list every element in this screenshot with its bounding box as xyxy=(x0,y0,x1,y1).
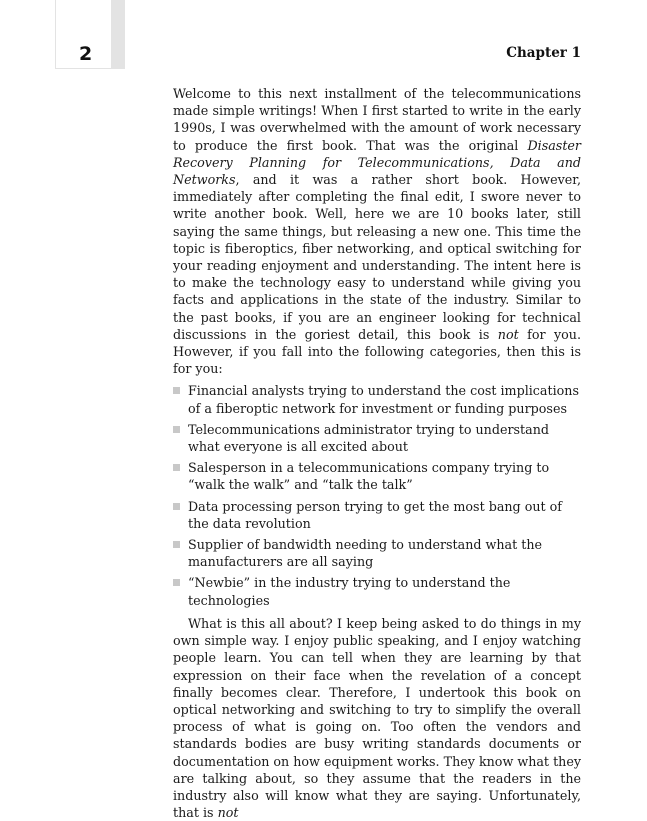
list-item-text: Financial analysts trying to understand the cost implications of a fiberoptic network for investment or funding purposes xyxy=(188,383,579,416)
list-item xyxy=(173,421,581,455)
list-item-text: Telecommunications administrator trying to understand what everyone is all excited about xyxy=(188,421,550,455)
bullet-square-icon xyxy=(173,579,180,586)
paragraph-1-text-a: Welcome to this next installment of the telecommunications made simple writings! When I first started to write in the early 1990s, I was overwhelmed with the amount of work necessary to produce the first book. That was the original xyxy=(173,86,581,153)
paragraph-2 xyxy=(173,615,581,821)
list-item-text: Supplier of bandwidth needing to understand what the manufacturers are all saying xyxy=(188,537,543,570)
emphasis-not: not xyxy=(497,326,519,342)
tab-divider xyxy=(56,68,111,69)
list-item-text: Salesperson in a telecommunications company trying to “walk the walk” and “talk the talk” xyxy=(188,460,550,493)
paragraph-2-text: What is this all about? I keep being asked to do things in my own simple way. I enjoy public speaking, and I enjoy watching people learn. You can tell when they are learning by that expression on their face when the revelation of a concept finally becomes clear. Therefore, I undertook this book on optical networking and switching to try to simplify the overall process of what is going on. Too often the vendors and standards bodies are busy writing standards documents or documentation on how equipment works. They know what they are talking about, so they assume that the readers in the industry also will know what they are saying. Unfortunately, that is xyxy=(173,615,582,821)
page-number: 2 xyxy=(79,43,93,65)
list-item-text: Data processing person trying to get the most bang out of the data revolution xyxy=(188,498,562,531)
tab-grey-strip xyxy=(111,0,125,69)
paragraph-1 xyxy=(173,85,581,377)
bullet-square-icon xyxy=(173,426,180,433)
list-item xyxy=(173,382,581,416)
paragraph-1-text-c: for you. However, if you fall into the following categories, then this is for you: xyxy=(173,326,581,377)
bullet-square-icon xyxy=(173,541,180,548)
running-head: Chapter 1 xyxy=(506,45,581,61)
paragraph-1-text-b: , and it was a rather short book. However, immediately after completing the final edit, I swore never to write another book. Well, here we are 10 books later, still saying the same things, but releasing a new one. This time the topic is fiberoptics, fiber networking, and optical switching for your reading enjoyment and understanding. The intent here is to make the technology easy to understand while giving you facts and applications in the state of the industry. Similar to the past books, if you are an engineer looking for technical discussions in the goriest detail, this book is xyxy=(173,172,581,342)
list-item xyxy=(173,459,581,493)
emphasis-not-2: not xyxy=(217,805,239,821)
body-text xyxy=(173,85,581,821)
bullet-square-icon xyxy=(173,387,180,394)
book-title-italic: Disaster Recovery Planning for Telecommunications, Data and Networks xyxy=(173,137,581,188)
list-item-text: “Newbie” in the industry trying to understand the technologies xyxy=(188,575,511,608)
list-item xyxy=(173,498,581,532)
list-item xyxy=(173,536,581,570)
bullet-list xyxy=(173,382,581,608)
bullet-square-icon xyxy=(173,503,180,510)
bullet-square-icon xyxy=(173,464,180,471)
list-item xyxy=(173,574,581,608)
